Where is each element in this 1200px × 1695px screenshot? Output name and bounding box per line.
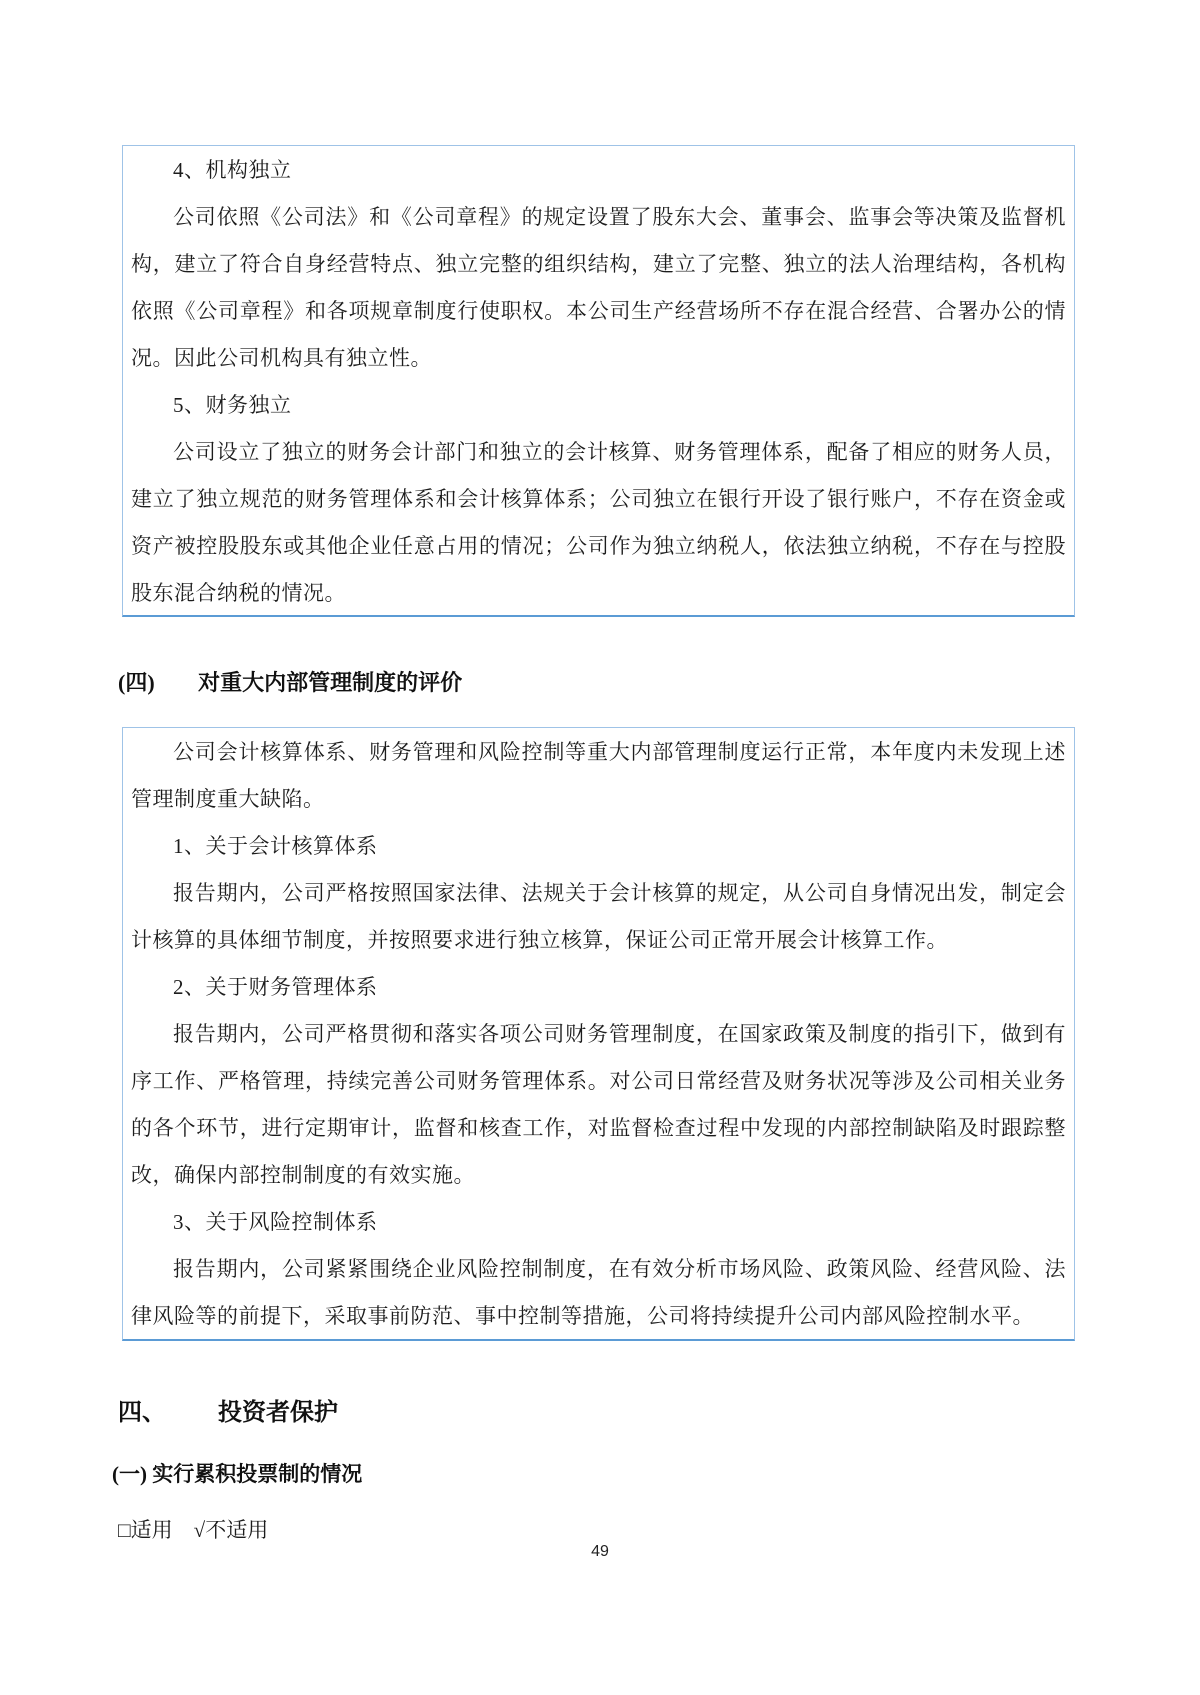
subsection-heading-cumulative-voting: (一) 实行累积投票制的情况: [112, 1462, 363, 1486]
chapter-title: 投资者保护: [218, 1400, 338, 1426]
item-heading-org-independence: 4、机构独立: [173, 158, 292, 182]
paragraph-evaluation-summary: 公司会计核算体系、财务管理和风险控制等重大内部管理制度运行正常，本年度内未发现上述管理制度重大缺陷。: [131, 740, 1066, 811]
applicability-status-line: □适用 √不适用: [118, 1518, 269, 1542]
paragraph-risk-control-system: 报告期内，公司紧紧围绕企业风险控制制度，在有效分析市场风险、政策风险、经营风险、法律风险等的前提下，采取事前防范、事中控制等措施，公司将持续提升公司内部风险控制水平。: [131, 1257, 1066, 1328]
paragraph-financial-independence: 公司设立了独立的财务会计部门和独立的会计核算、财务管理体系，配备了相应的财务人员，建立了独立规范的财务管理体系和会计核算体系；公司独立在银行开设了银行账户，不存在资金或资产被控股股东或其他企业任意占用的情况；公司作为独立纳税人，依法独立纳税，不存在与控股股东混合纳税的情况。: [131, 440, 1066, 605]
paragraph-financial-management-system: 报告期内，公司严格贯彻和落实各项公司财务管理制度，在国家政策及制度的指引下，做到有序工作、严格管理，持续完善公司财务管理体系。对公司日常经营及财务状况等涉及公司相关业务的各个环节，进行定期审计，监督和核查工作，对监督检查过程中发现的内部控制缺陷及时跟踪整改，确保内部控制制度的有效实施。: [131, 1022, 1066, 1187]
section-heading-internal-management-evaluation: [118, 666, 462, 697]
independence-text-box: [122, 145, 1075, 617]
section-number: (四): [118, 670, 155, 695]
item-heading-financial-independence: 5、财务独立: [173, 393, 292, 417]
item-heading-risk-control-system: 3、关于风险控制体系: [173, 1210, 378, 1234]
page-number: 49: [591, 1543, 609, 1560]
paragraph-org-independence: 公司依照《公司法》和《公司章程》的规定设置了股东大会、董事会、监事会等决策及监督机构，建立了符合自身经营特点、独立完整的组织结构，建立了完整、独立的法人治理结构，各机构依照《公司章程》和各项规章制度行使职权。本公司生产经营场所不存在混合经营、合署办公的情况。因此公司机构具有独立性。: [131, 205, 1066, 370]
chapter-number: 四、: [118, 1400, 166, 1426]
item-heading-financial-management-system: 2、关于财务管理体系: [173, 975, 378, 999]
paragraph-accounting-system: 报告期内，公司严格按照国家法律、法规关于会计核算的规定，从公司自身情况出发，制定会计核算的具体细节制度，并按照要求进行独立核算，保证公司正常开展会计核算工作。: [131, 881, 1066, 952]
section-title: 对重大内部管理制度的评价: [198, 670, 463, 695]
chapter-heading-investor-protection: [118, 1392, 338, 1427]
item-heading-accounting-system: 1、关于会计核算体系: [173, 834, 378, 858]
evaluation-text-box: [122, 727, 1075, 1341]
